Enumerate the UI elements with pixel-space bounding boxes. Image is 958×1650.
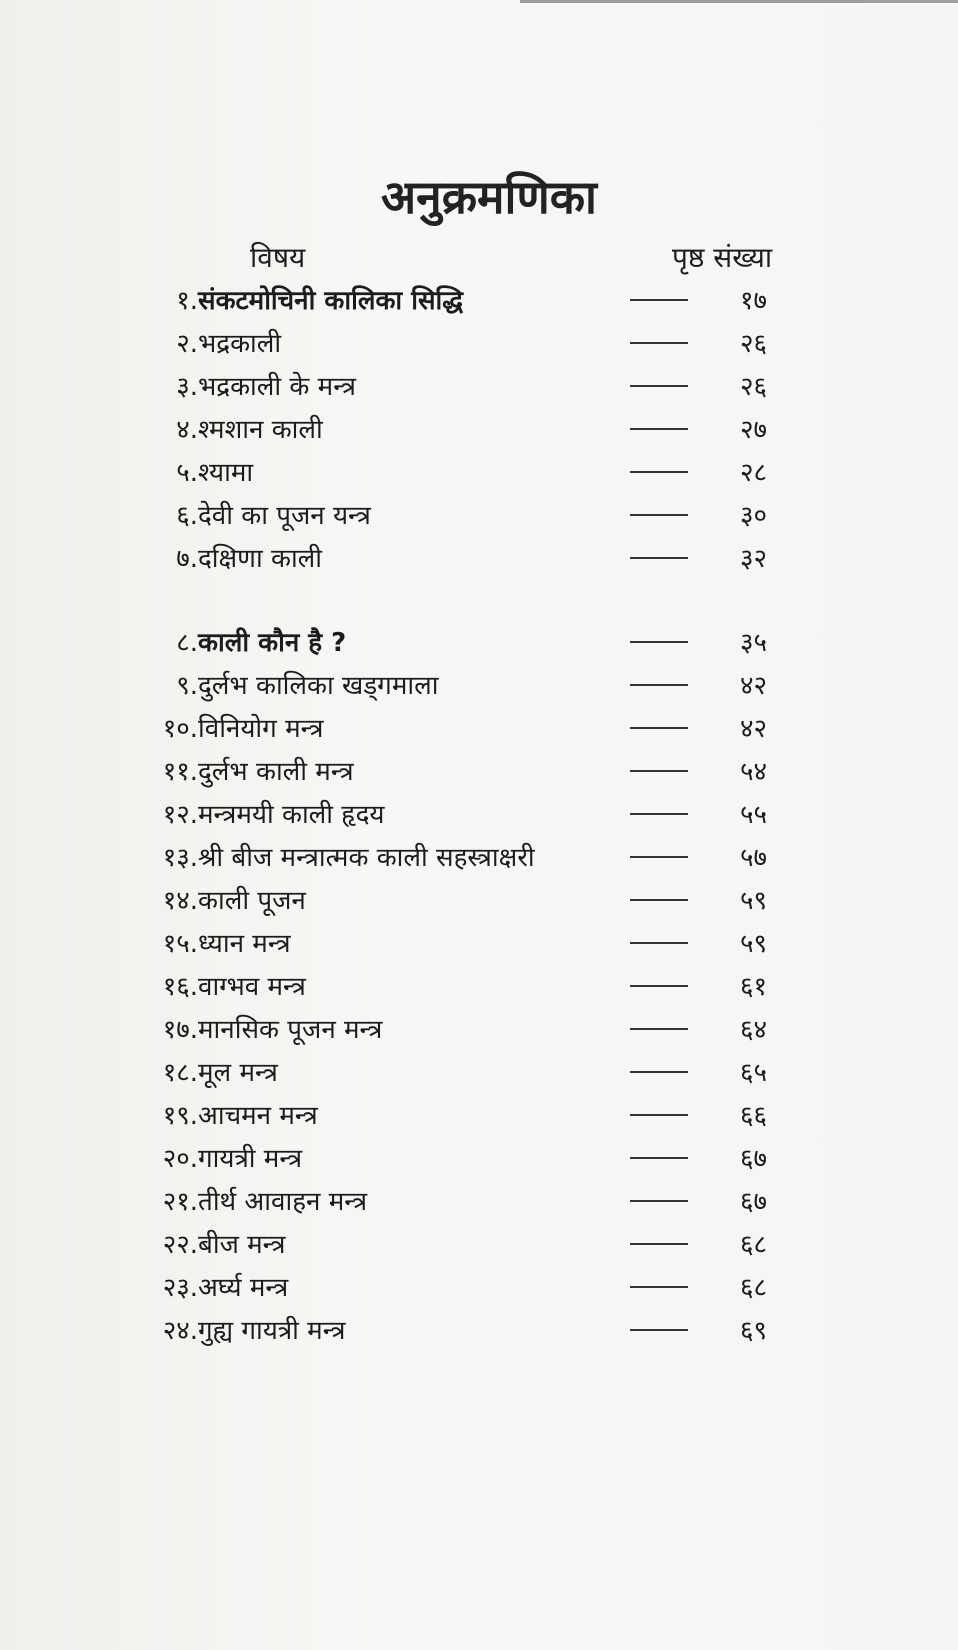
entry-title: काली कौन है ? bbox=[198, 628, 347, 658]
entry-number: १९. bbox=[162, 1101, 198, 1131]
list-item bbox=[0, 1012, 958, 1048]
entry-title: दक्षिणा काली bbox=[198, 544, 323, 574]
entry-page-number: ६८ bbox=[740, 1273, 768, 1303]
entry-number: ६. bbox=[176, 501, 198, 531]
list-item bbox=[0, 625, 958, 661]
list-item bbox=[0, 1313, 958, 1349]
entry-title: काली पूजन bbox=[198, 886, 306, 916]
entry-number: ७. bbox=[176, 544, 198, 574]
leader-dash bbox=[630, 684, 688, 686]
leader-dash bbox=[630, 942, 688, 944]
leader-dash bbox=[630, 299, 688, 301]
entry-page-number: ६४ bbox=[740, 1015, 768, 1045]
entry-page-number: ३२ bbox=[740, 544, 768, 574]
leader-dash bbox=[630, 471, 688, 473]
entry-page-number: २७ bbox=[740, 415, 768, 445]
entry-page-number: ६१ bbox=[740, 972, 768, 1002]
entry-number: ८. bbox=[176, 628, 198, 658]
list-item bbox=[0, 1055, 958, 1091]
list-item bbox=[0, 1270, 958, 1306]
entry-title: दुर्लभ कालिका खड्गमाला bbox=[198, 671, 439, 701]
leader-dash bbox=[630, 770, 688, 772]
list-item bbox=[0, 1141, 958, 1177]
leader-dash bbox=[630, 727, 688, 729]
list-item bbox=[0, 711, 958, 747]
leader-dash bbox=[630, 1028, 688, 1030]
entry-number: २४. bbox=[162, 1316, 198, 1346]
entry-number: १. bbox=[176, 286, 198, 316]
entry-title: मूल मन्त्र bbox=[198, 1058, 278, 1088]
entry-number: ३. bbox=[176, 372, 198, 402]
list-item bbox=[0, 498, 958, 534]
list-item bbox=[0, 969, 958, 1005]
leader-dash bbox=[630, 856, 688, 858]
subject-column-header: विषय bbox=[250, 241, 306, 274]
entry-page-number: ५७ bbox=[740, 843, 768, 873]
entry-number: १६. bbox=[162, 972, 198, 1002]
entry-title: ध्यान मन्त्र bbox=[198, 929, 291, 959]
entry-number: ९. bbox=[176, 671, 198, 701]
list-item bbox=[0, 883, 958, 919]
entry-number: २. bbox=[176, 329, 198, 359]
entry-title: विनियोग मन्त्र bbox=[198, 714, 324, 744]
list-item bbox=[0, 369, 958, 405]
entry-title: वाग्भव मन्त्र bbox=[198, 972, 306, 1002]
list-item bbox=[0, 1184, 958, 1220]
entry-page-number: ६५ bbox=[740, 1058, 768, 1088]
leader-dash bbox=[630, 1286, 688, 1288]
leader-dash bbox=[630, 342, 688, 344]
entry-title: बीज मन्त्र bbox=[198, 1230, 286, 1260]
page-column-header: पृष्ठ संख्या bbox=[672, 241, 773, 274]
leader-dash bbox=[630, 1243, 688, 1245]
entry-title: अर्घ्य मन्त्र bbox=[198, 1273, 289, 1303]
entry-page-number: २८ bbox=[740, 458, 768, 488]
entry-page-number: ५९ bbox=[740, 886, 768, 916]
list-item bbox=[0, 1227, 958, 1263]
leader-dash bbox=[630, 641, 688, 643]
entry-number: ५. bbox=[176, 458, 198, 488]
entry-number: १७. bbox=[162, 1015, 198, 1045]
entry-number: १२. bbox=[162, 800, 198, 830]
entry-number: २३. bbox=[162, 1273, 198, 1303]
list-item bbox=[0, 283, 958, 319]
leader-dash bbox=[630, 557, 688, 559]
leader-dash bbox=[630, 1114, 688, 1116]
entry-title: दुर्लभ काली मन्त्र bbox=[198, 757, 354, 787]
leader-dash bbox=[630, 385, 688, 387]
entry-page-number: ३० bbox=[740, 501, 768, 531]
entry-number: २०. bbox=[162, 1144, 198, 1174]
entry-title: आचमन मन्त्र bbox=[198, 1101, 318, 1131]
entry-title: मन्त्रमयी काली हृदय bbox=[198, 800, 385, 830]
leader-dash bbox=[630, 985, 688, 987]
leader-dash bbox=[630, 1329, 688, 1331]
entry-page-number: ६९ bbox=[740, 1316, 768, 1346]
entry-number: १०. bbox=[162, 714, 198, 744]
entry-title: श्री बीज मन्त्रात्मक काली सहस्त्राक्षरी bbox=[198, 843, 535, 873]
entry-page-number: २६ bbox=[740, 329, 768, 359]
entry-number: २१. bbox=[162, 1187, 198, 1217]
list-item bbox=[0, 326, 958, 362]
entry-title: गायत्री मन्त्र bbox=[198, 1144, 303, 1174]
entry-page-number: ४२ bbox=[740, 671, 768, 701]
entry-title: देवी का पूजन यन्त्र bbox=[198, 501, 371, 531]
entry-number: १५. bbox=[162, 929, 198, 959]
entry-title: भद्रकाली के मन्त्र bbox=[198, 372, 356, 402]
entry-page-number: ६६ bbox=[740, 1101, 768, 1131]
list-item bbox=[0, 754, 958, 790]
entry-page-number: ६७ bbox=[740, 1144, 768, 1174]
entry-page-number: ४२ bbox=[740, 714, 768, 744]
list-item bbox=[0, 840, 958, 876]
list-item bbox=[0, 1098, 958, 1134]
leader-dash bbox=[630, 899, 688, 901]
entry-title: गुह्य गायत्री मन्त्र bbox=[198, 1316, 346, 1346]
entry-page-number: २६ bbox=[740, 372, 768, 402]
leader-dash bbox=[630, 1071, 688, 1073]
leader-dash bbox=[630, 1157, 688, 1159]
entry-page-number: ५४ bbox=[740, 757, 768, 787]
entry-page-number: ५५ bbox=[740, 800, 768, 830]
entry-title: भद्रकाली bbox=[198, 329, 282, 359]
entry-number: २२. bbox=[162, 1230, 198, 1260]
entry-page-number: ६८ bbox=[740, 1230, 768, 1260]
entry-number: १३. bbox=[162, 843, 198, 873]
list-item bbox=[0, 797, 958, 833]
leader-dash bbox=[630, 1200, 688, 1202]
leader-dash bbox=[630, 514, 688, 516]
entry-number: ४. bbox=[176, 415, 198, 445]
entry-page-number: ३५ bbox=[740, 628, 768, 658]
page-title: अनुक्रमणिका bbox=[381, 170, 597, 224]
entry-title: श्यामा bbox=[198, 458, 254, 488]
entry-title: मानसिक पूजन मन्त्र bbox=[198, 1015, 383, 1045]
list-item bbox=[0, 541, 958, 577]
entry-number: १८. bbox=[162, 1058, 198, 1088]
entry-number: १४. bbox=[162, 886, 198, 916]
entry-title: श्मशान काली bbox=[198, 415, 323, 445]
entry-title: तीर्थ आवाहन मन्त्र bbox=[198, 1187, 368, 1217]
entry-number: ११. bbox=[162, 757, 198, 787]
entry-page-number: १७ bbox=[740, 286, 768, 316]
leader-dash bbox=[630, 813, 688, 815]
list-item bbox=[0, 668, 958, 704]
list-item bbox=[0, 926, 958, 962]
leader-dash bbox=[630, 428, 688, 430]
entry-page-number: ५९ bbox=[740, 929, 768, 959]
list-item bbox=[0, 412, 958, 448]
list-item bbox=[0, 455, 958, 491]
entry-page-number: ६७ bbox=[740, 1187, 768, 1217]
entry-title: संकटमोचिनी कालिका सिद्धि bbox=[198, 286, 464, 316]
